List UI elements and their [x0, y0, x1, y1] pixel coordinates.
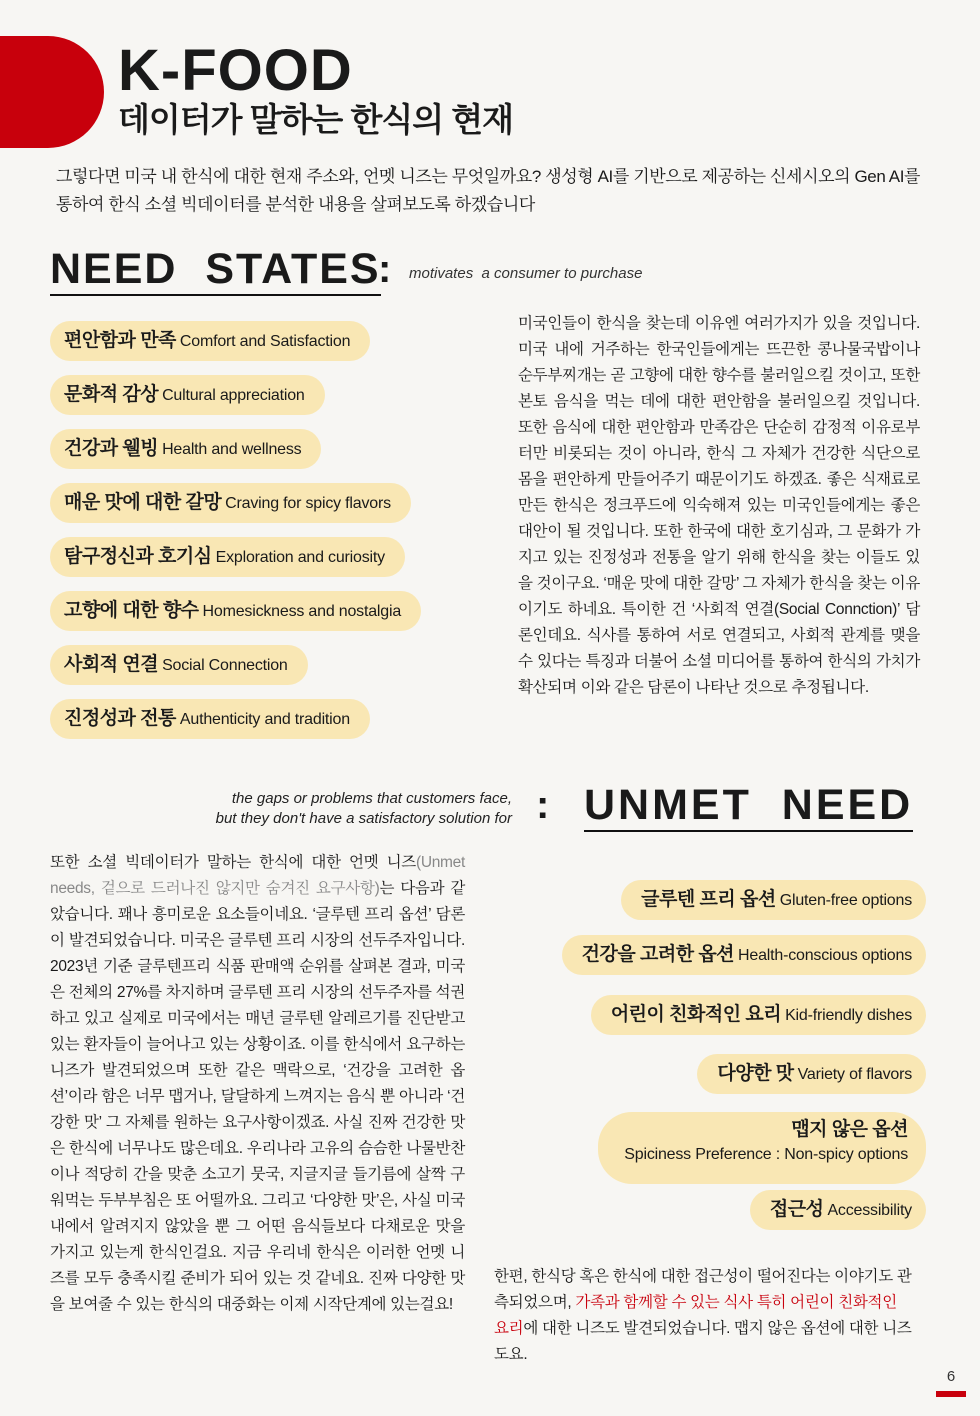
need-state-pill — [50, 429, 321, 469]
unmet-need-heading: UNMET NEED — [584, 782, 913, 832]
need-state-pill — [50, 699, 370, 739]
unmet-need-colon: : — [536, 783, 550, 827]
closing-highlight: 가족과 함께할 수 있는 식사 특히 어린이 친화적인 요리 — [494, 1294, 897, 1337]
need-state-ko: 탐구정신과 호기심 — [64, 546, 212, 567]
page-title: K-FOOD — [118, 38, 353, 103]
need-state-pill — [50, 321, 370, 361]
page-number: 6 — [946, 1368, 956, 1385]
unmet-body-part1: 또한 소셜 빅데이터가 말하는 한식에 대한 언멧 니즈 — [50, 854, 416, 871]
need-state-en: Comfort and Satisfaction — [179, 333, 351, 350]
unmet-need-en: Gluten-free options — [779, 892, 912, 909]
need-state-pill — [50, 537, 405, 577]
need-state-ko: 문화적 감상 — [64, 384, 159, 405]
need-states-body: 미국인들이 한식을 찾는데 이유엔 여러가지가 있을 것입니다. 미국 내에 거주하는 한국인들에게는 뜨끈한 콩나물국밥이나 순두부찌개는 곧 고향에 대한 향수를 불러일으킬 것이고, 또한 본토 음식을 먹는 데에 대한 편안함을 불러일으킬 것입니다. 또한 음식에 대한 편안함과 만족감은 단순히 감정적 이유로부터만 비롯되는 것이 아니라, 한식 그 자체가 건강한 식단으로 몸을 편안하게 만들어주기 때문이기도 하겠죠. 좋은 식재료로 만든 한식은 정크푸드에 익숙해져 있는 미국인들에게는 좋은 대안이 될 것입니다. 또한 한국에 대한 호기심과, 그 문화가 가지고 있는 진정성과 전통을 알기 위해 한식을 찾는 이들도 있을 것이구요. ‘매운 맛에 대한 갈망’ 그 자체가 한식을 찾는 이유이기도 하네요. 특이한 건 ‘사회적 연결(Social Connction)’ 담론인데요. 식사를 통하여 서로 연결되고, 사회적 관계를 맺을 수 있다는 특징과 더불어 소셜 미디어를 통하여 한식의 가치가 확산되며 이와 같은 담론이 나타난 것으로 추정됩니다. — [518, 315, 920, 696]
unmet-need-pill — [750, 1190, 926, 1230]
unmet-need-ko: 어린이 친화적인 요리 — [610, 1004, 782, 1025]
unmet-need-en: Accessibility — [827, 1202, 912, 1219]
need-state-en: Homesickness and nostalgia — [202, 603, 402, 620]
need-state-en: Authenticity and tradition — [179, 711, 350, 728]
unmet-note-line2: but they don't have a satisfactory solution for — [215, 810, 512, 827]
unmet-need-en: Health-conscious options — [738, 947, 912, 964]
need-state-en: Health and wellness — [162, 441, 302, 458]
unmet-need-pill — [621, 880, 926, 920]
unmet-body-part2: 는 다음과 같았습니다. 꽤나 흥미로운 요소들이네요. ‘글루텐 프리 옵션’ 담론이 발견되었습니다. 미국은 글루텐 프리 시장의 선두주자입니다. 2023년 기준 글루텐프리 식품 판매액 순위를 살펴본 결과, 미국은 전체의 27%를 차지하며 글루텐 프리 시장의 선두주자를 석권하고 있고 실제로 미국에서는 매년 글루텐 알레르기를 진단받고 있는 환자들이 늘어나고 있는 상황이죠. 이를 한식에서 요구하는 니즈가 발견되었으며 또한 같은 맥락으로, ‘건강을 고려한 옵션’이라 함은 너무 맵거나, 달달하게 느껴지는 음식 뿐 아니라 ‘건강한 맛’ 그 자체를 원하는 요구사항이겠죠. 사실 진짜 건강한 맛은 한식에 너무나도 많은데요. 우리나라 고유의 슴슴한 나물반찬이나 적당히 간을 맞춘 소고기 뭇국, 지글지글 들기름에 살짝 구워먹는 두부부침은 또 어떨까요. 그리고 ‘다양한 맛’은, 사실 미국 내에서 알려지지 않았을 뿐 그 어떤 음식들보다 다채로운 맛을 가지고 있는게 한식인걸요. 지금 우리네 한식은 이러한 언멧 니즈를 모두 충족시킬 준비가 되어 있는 것 같네요. 진짜 다양한 맛을 보여줄 수 있는 한식의 대중화는 이제 시작단계에 있는걸요! — [50, 880, 465, 1313]
need-states-colon: : — [378, 247, 392, 291]
need-states-subtitle: motivates a consumer to purchase — [409, 265, 643, 282]
need-states-heading: NEED STATES — [50, 246, 381, 296]
closing-part2: 에 대한 니즈도 발견되었습니다. 맵지 않은 옵션에 대한 니즈도요. — [494, 1320, 912, 1363]
intro-paragraph: 그렇다면 미국 내 한식에 대한 현재 주소와, 언멧 니즈는 무엇일까요? 생성형 AI를 기반으로 제공하는 신세시오의 Gen AI를 통하여 한식 소셜 빅데이터를 분석한 내용을 살펴보도록 하겠습니다 — [56, 167, 921, 214]
unmet-need-en: Variety of flavors — [797, 1066, 912, 1083]
need-state-pill — [50, 591, 421, 631]
unmet-need-pill — [562, 935, 926, 975]
unmet-need-pill — [591, 995, 926, 1035]
unmet-need-body — [50, 850, 465, 1318]
unmet-need-ko: 글루텐 프리 옵션 — [641, 889, 776, 910]
unmet-need-en: Spiciness Preference : Non-spicy options — [624, 1146, 908, 1163]
need-state-ko: 진정성과 전통 — [64, 708, 176, 729]
unmet-need-ko: 다양한 맛 — [717, 1063, 794, 1084]
need-state-en: Social Connection — [162, 657, 288, 674]
need-state-ko: 매운 맛에 대한 갈망 — [64, 492, 222, 513]
need-state-pill — [50, 375, 325, 415]
need-state-en: Craving for spicy flavors — [225, 495, 391, 512]
page-number-bar — [936, 1391, 966, 1397]
unmet-need-note — [112, 789, 512, 829]
closing-part1: 한편, 한식당 혹은 한식에 대한 접근성이 떨어진다는 이야기도 관측되었으며, — [494, 1268, 912, 1311]
unmet-need-en: Kid-friendly dishes — [785, 1007, 912, 1024]
need-state-ko: 사회적 연결 — [64, 654, 159, 675]
need-state-pill — [50, 483, 411, 523]
need-state-en: Exploration and curiosity — [215, 549, 385, 566]
unmet-need-pill — [697, 1054, 926, 1094]
need-state-pill — [50, 645, 308, 685]
unmet-body-muted: (Unmet needs, 겉으로 드러나진 않지만 숨겨진 요구사항) — [50, 854, 465, 897]
unmet-need-ko: 접근성 — [769, 1199, 824, 1220]
need-state-ko: 편안함과 만족 — [64, 330, 176, 351]
need-state-ko: 고향에 대한 향수 — [64, 600, 199, 621]
unmet-closing-paragraph — [494, 1264, 914, 1368]
unmet-need-ko: 맵지 않은 옵션 — [791, 1119, 908, 1140]
unmet-need-ko: 건강을 고려한 옵션 — [581, 944, 735, 965]
red-accent-tab — [0, 36, 104, 148]
unmet-note-line1: the gaps or problems that customers face, — [231, 790, 512, 807]
unmet-need-pill — [598, 1112, 926, 1184]
need-state-en: Cultural appreciation — [162, 387, 305, 404]
need-state-ko: 건강과 웰빙 — [64, 438, 159, 459]
page-subtitle: 데이터가 말하는 한식의 현재 — [118, 101, 514, 138]
